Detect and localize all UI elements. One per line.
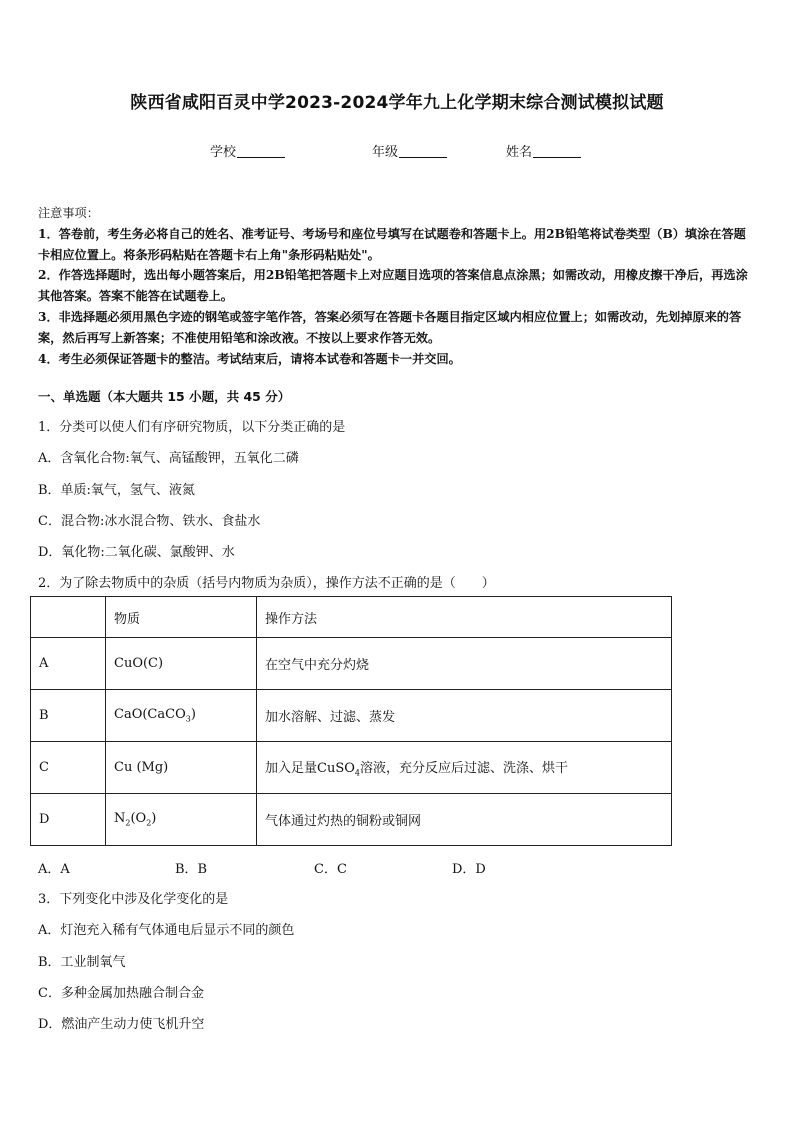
row-method: 在空气中充分灼烧 <box>257 638 672 690</box>
notice-item: 2．作答选择题时，选出每小题答案后，用2B铅笔把答题卡上对应题目选项的答案信息点涂黑；如需改动，用橡皮擦干净后，再选涂其他答案。答案不能答在试题卷上。 <box>38 268 748 304</box>
table-header-row <box>31 597 672 638</box>
row-method <box>257 742 672 794</box>
name-field <box>506 141 581 160</box>
formula-part: N <box>114 811 126 827</box>
formula-subscript: 4 <box>354 768 360 778</box>
answer-choice-b: B．B <box>175 862 208 877</box>
row-key: D <box>31 794 106 846</box>
question-1-option-d: D．氧化物:二氧化碳、氯酸钾、水 <box>38 545 235 560</box>
answer-choice-a: A．A <box>38 862 70 877</box>
school-blank <box>237 144 285 158</box>
notice-heading: 注意事项： <box>38 206 99 220</box>
notice-item: 1．答卷前，考生务必将自己的姓名、准考证号、考场号和座位号填写在试题卷和答题卡上。用2B铅笔将试卷类型（B）填涂在答题卡相应位置上。将条形码粘贴在答题卡右上角"条形码粘贴处"。 <box>38 226 746 262</box>
row-method: 气体通过灼热的铜粉或铜网 <box>257 794 672 846</box>
table-row <box>31 638 672 690</box>
school-field <box>210 141 285 160</box>
table-row <box>31 742 672 794</box>
grade-field <box>372 141 447 160</box>
row-substance <box>106 794 257 846</box>
name-label: 姓名 <box>506 145 533 160</box>
question-3-option-a: A．灯泡充入稀有气体通电后显示不同的颜色 <box>38 923 295 938</box>
row-substance <box>106 690 257 742</box>
answer-choice-c: C．C <box>314 862 347 877</box>
row-substance: Cu (Mg) <box>106 742 257 794</box>
table-row <box>31 794 672 846</box>
notice-item: 4．考生必须保证答题卡的整洁。考试结束后，请将本试卷和答题卡一并交回。 <box>38 351 461 366</box>
method-part: 加入足量CuSO <box>265 761 355 777</box>
question-1-option-a: A．含氧化合物:氧气、高锰酸钾，五氧化二磷 <box>38 451 299 466</box>
question-3-option-b: B．工业制氧气 <box>38 955 126 970</box>
table-header-cell <box>31 597 106 638</box>
grade-label: 年级 <box>372 145 399 160</box>
question-1-option-b: B．单质:氧气，氢气、液氮 <box>38 483 195 498</box>
question-2-stem: 2．为了除去物质中的杂质（括号内物质为杂质），操作方法不正确的是（ ） <box>38 576 495 591</box>
notice-item: 3．非选择题必须用黑色字迹的钢笔或签字笔作答，答案必须写在答题卡各题目指定区域内相应位置上；如需改动，先划掉原来的答案，然后再写上新答案；不准使用铅笔和涂改液。不按以上要求作答无效。 <box>38 309 742 345</box>
question-1-option-c: C．混合物:冰水混合物、铁水、食盐水 <box>38 514 261 529</box>
row-key: C <box>31 742 106 794</box>
table-row <box>31 690 672 742</box>
formula-subscript: 2 <box>125 818 131 828</box>
question-1-stem: 1．分类可以使人们有序研究物质，以下分类正确的是 <box>38 420 346 435</box>
notice-block <box>38 203 758 369</box>
school-label: 学校 <box>210 145 237 160</box>
question-3-option-d: D．燃油产生动力使飞机升空 <box>38 1017 205 1032</box>
method-part: 溶液，充分反应后过滤、洗涤、烘干 <box>359 761 568 777</box>
row-key: B <box>31 690 106 742</box>
name-blank <box>533 144 581 158</box>
grade-blank <box>399 144 447 158</box>
formula-part: ) <box>151 811 157 827</box>
question-3-option-c: C．多种金属加热融合制合金 <box>38 986 204 1001</box>
exam-title: 陕西省咸阳百灵中学2023-2024学年九上化学期末综合测试模拟试题 <box>130 93 664 113</box>
question-2-table <box>30 596 672 846</box>
question-3-stem: 3．下列变化中涉及化学变化的是 <box>38 892 229 907</box>
formula-part: CaO(CaCO <box>114 707 186 723</box>
student-info-fields <box>0 141 794 161</box>
row-substance: CuO(C) <box>106 638 257 690</box>
formula-part: (O <box>130 811 147 827</box>
table-header-cell: 物质 <box>106 597 257 638</box>
section-heading: 一、单选题（本大题共 15 小题，共 45 分） <box>38 389 291 404</box>
row-key: A <box>31 638 106 690</box>
answer-choice-d: D．D <box>452 862 486 877</box>
table-header-cell: 操作方法 <box>257 597 672 638</box>
row-method: 加水溶解、过滤、蒸发 <box>257 690 672 742</box>
formula-subscript: 2 <box>146 818 152 828</box>
formula-part: ) <box>190 707 196 723</box>
formula-subscript: 3 <box>185 714 191 724</box>
